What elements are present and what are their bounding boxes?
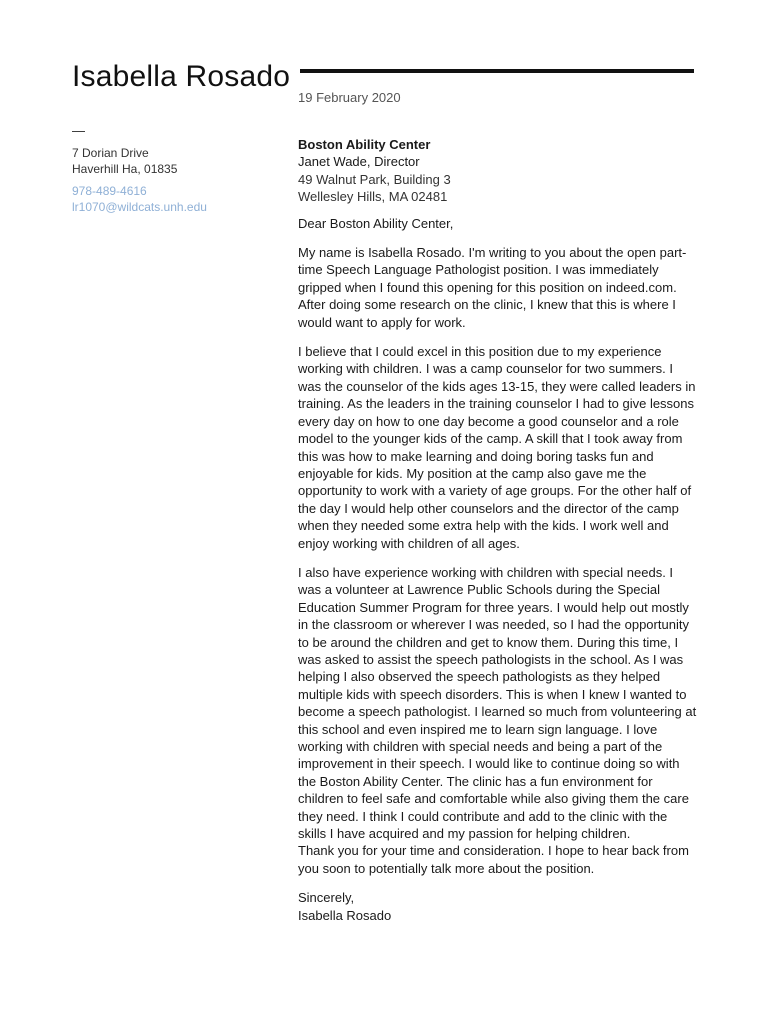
sender-phone[interactable]: 978-489-4616 — [72, 184, 147, 198]
contact-sidebar — [72, 124, 272, 215]
sender-address-line1: 7 Dorian Drive — [72, 146, 149, 160]
recipient-address-line1: 49 Walnut Park, Building 3 — [298, 171, 451, 187]
letter-paragraph: My name is Isabella Rosado. I'm writing to you about the open part-time Speech Language Pathologist position. I was immediately gripped when I found this opening for this position on indeed.com. After doing some research on the clinic, I knew that this is where I would want to apply for work. — [298, 245, 687, 330]
closing: Sincerely, — [298, 890, 355, 906]
sender-email[interactable]: lr1070@wildcats.unh.edu — [72, 199, 207, 214]
salutation: Dear Boston Ability Center, — [298, 215, 454, 231]
sender-address-line2: Haverhill Ha, 01835 — [72, 161, 178, 176]
letter-paragraph: Thank you for your time and consideration. I hope to hear back from you soon to potentially talk more about the position. — [298, 843, 689, 876]
letter-paragraph: I believe that I could excel in this position due to my experience working with children. I was a camp counselor for two summers. I was the counselor of the kids ages 13-15, they were called leaders in training. As the leaders in the training counselor I had to give lessons every day on how to one day become a good counselor and a role model to the younger kids of the camp. A skill that I took away from this was how to make learning and doing boring tasks fun and enjoyable for kids. My position at the camp also gave me the opportunity to work with a variety of age groups. For the other half of the day I would help other counselors and the director of the camp when they needed some extra help with the kids. I work well and enjoy working with children of all ages. — [298, 344, 696, 551]
sender-name: Isabella Rosado — [72, 60, 291, 93]
letter-paragraph: I also have experience working with children with special needs. I was a volunteer at Lawrence Public Schools during the Special Education Summer Program for three years. I would help out mostly in the classroom or wherever I was needed, so I had the opportunity to be around the children and get to know them. During this time, I was asked to assist the speech pathologists in the school. As I was helping I also observed the speech pathologists as they helped multiple kids with speech disorders. This is when I knew I wanted to become a speech pathologist. I learned so much from volunteering at this school and even inspired me to learn sign language. I love working with children with special needs and being a part of the improvement in their speech. I would like to continue doing so with the Boston Ability Center. The clinic has a fun environment for children to feel safe and comfortable while also giving them the care they need. I think I could contribute and add to the clinic with the skills I have acquired and my passion for helping children. — [298, 564, 697, 842]
letter-body — [298, 136, 698, 924]
header-rule — [300, 69, 694, 73]
sidebar-dash: — — [72, 123, 85, 138]
sidebar-gap — [72, 177, 272, 184]
recipient-block — [298, 136, 698, 206]
signature-name: Isabella Rosado — [298, 907, 392, 923]
recipient-org: Boston Ability Center — [298, 137, 431, 152]
recipient-contact: Janet Wade, Director — [298, 154, 420, 170]
recipient-address-line2: Wellesley Hills, MA 02481 — [298, 189, 448, 205]
letter-date: 19 February 2020 — [298, 90, 401, 105]
